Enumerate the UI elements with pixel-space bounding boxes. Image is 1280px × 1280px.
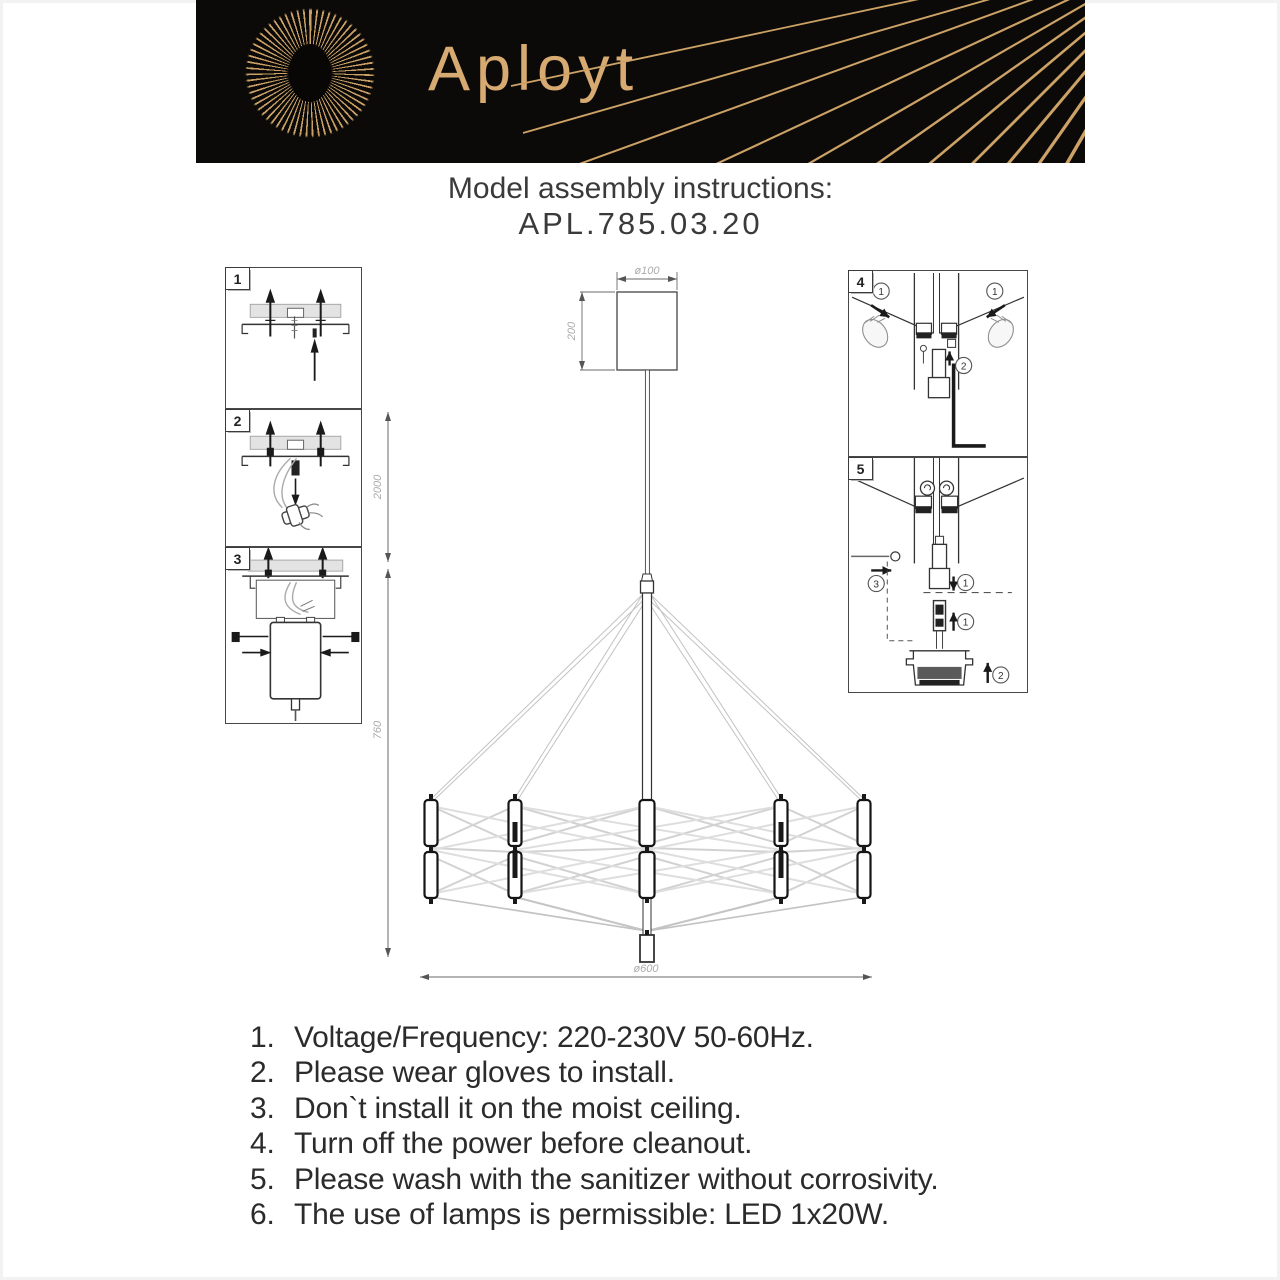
title-block [196,172,1085,242]
callout-number: 2 [960,361,967,373]
step-number-badge [848,270,873,293]
callout-number: 1 [878,287,884,299]
callout-number: 3 [873,579,880,591]
diagonal-rays-icon [196,0,1085,163]
instruction-item [250,1162,1060,1197]
instruction-number: 4. [250,1127,275,1161]
callout-number: 1 [992,287,998,299]
dim-canopy-height [580,292,615,370]
instruction-number: 2. [250,1056,275,1090]
instruction-text: Turn off the power before cleanout. [294,1127,753,1161]
step-number-badge [225,547,250,570]
callout-number: 1 [962,617,969,629]
step-number: 2 [233,412,242,429]
instruction-number: 5. [250,1162,275,1196]
step-number-badge [848,457,873,480]
instruction-list [250,1020,1060,1232]
central-rod [640,574,654,962]
instruction-text: Voltage/Frequency: 220-230V 50-60Hz. [294,1021,814,1054]
step-number-badge [225,267,250,290]
instruction-item [250,1197,1060,1232]
callout-number: 2 [997,670,1004,682]
instruction-text: Don`t install it on the moist ceiling. [294,1091,742,1125]
dim-label-drop-height: 2000 [372,474,384,500]
brand-logo-text: Aployt [428,34,640,104]
dim-label-canopy-diameter: ø100 [634,265,660,277]
instruction-number: 6. [250,1198,275,1232]
instruction-item [250,1091,1060,1126]
suspension-wire [645,370,649,575]
dim-label-fixture-diameter: ø600 [633,963,659,975]
instruction-item [250,1020,1060,1055]
model-number: APL.785.03.20 [518,206,763,241]
step-number: 4 [856,273,865,290]
instruction-text: Please wear gloves to install. [294,1056,675,1090]
dim-label-body-height: 760 [372,720,384,740]
step3-drawing [226,548,361,723]
step-panel-3 [225,547,362,724]
step-number-badge [225,409,250,432]
hand-icon [983,315,1018,352]
brand-banner [196,0,1085,163]
instruction-text: Please wash with the sanitizer without corrosivity. [294,1162,939,1196]
instruction-item [250,1126,1060,1161]
instruction-text: The use of lamps is permissible: LED 1x20W. [294,1198,889,1232]
instruction-number: 3. [250,1091,275,1125]
instruction-number: 1. [250,1021,275,1054]
step-panel-1 [225,267,362,409]
step-number: 3 [233,550,242,567]
instruction-item [250,1055,1060,1090]
dim-label-canopy-height: 200 [566,321,578,341]
ceiling-canopy [617,292,677,370]
step-number: 1 [233,270,242,287]
page-title: Model assembly instructions: [447,172,834,205]
fixture-diagram [370,260,900,1000]
step-panel-2 [225,409,362,547]
callout-number: 1 [962,578,969,590]
step-number: 5 [856,460,865,477]
